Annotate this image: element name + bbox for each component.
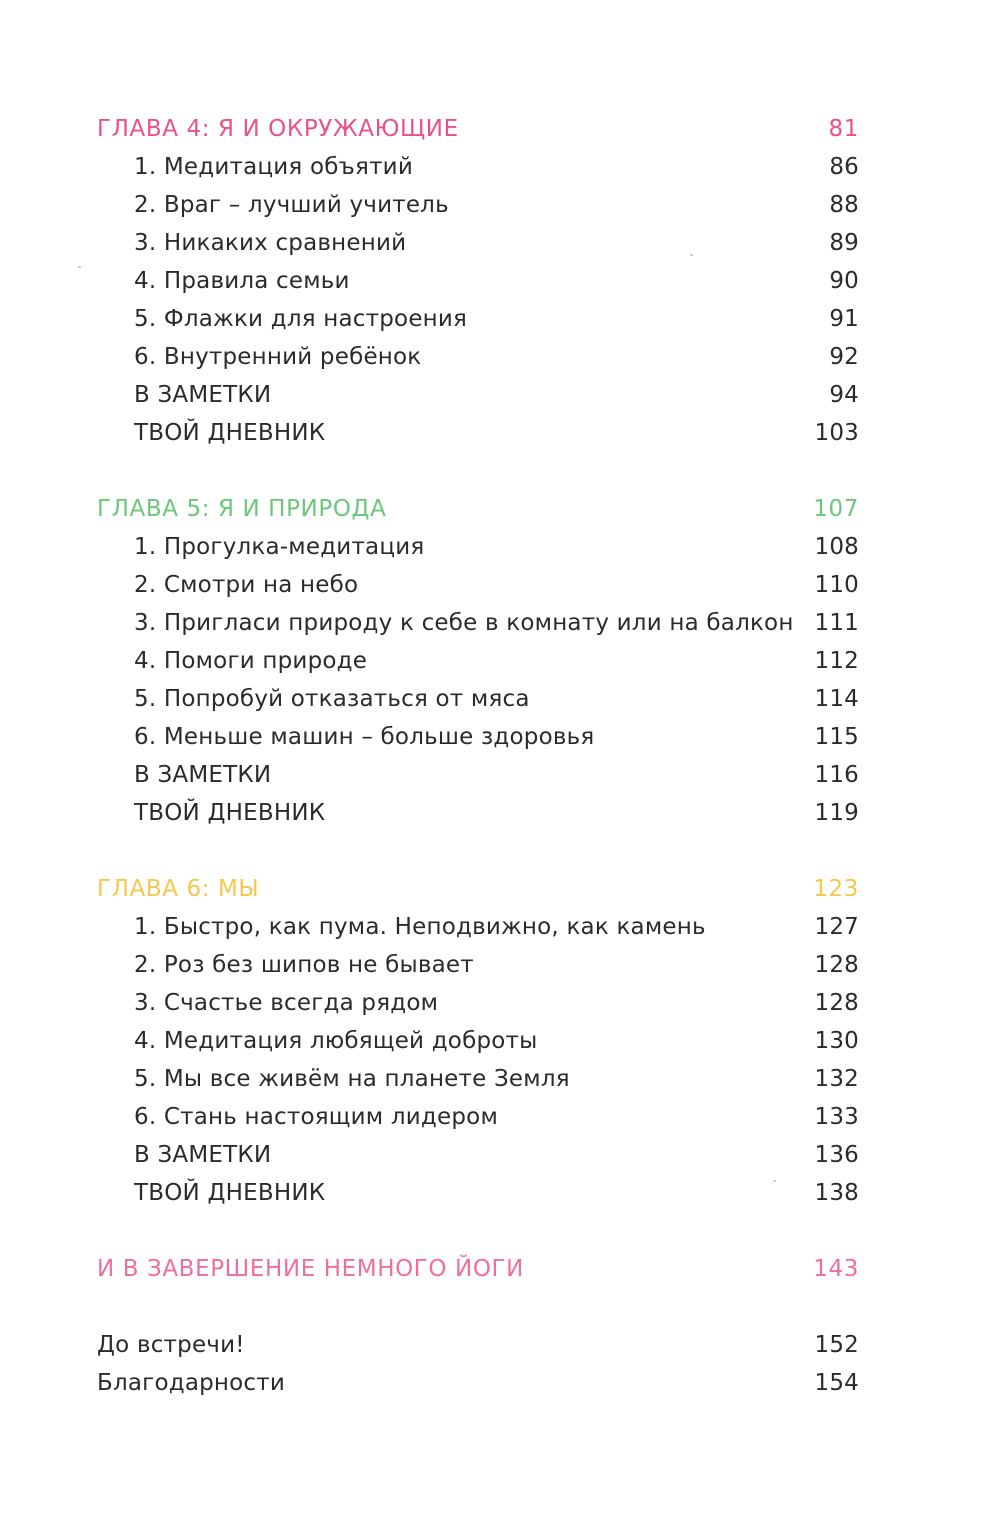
toc-entry[interactable] (97, 908, 859, 946)
toc-entry[interactable] (97, 946, 859, 984)
page-number: 112 (814, 648, 859, 674)
toc-entry[interactable] (97, 604, 859, 642)
toc-entry[interactable] (97, 1060, 859, 1098)
chapter-title: ГЛАВА 5: Я И ПРИРОДА (97, 496, 387, 522)
page-number: 119 (814, 800, 859, 826)
scan-speck (78, 266, 81, 268)
scan-speck (690, 254, 693, 256)
page-number: 143 (813, 1256, 859, 1282)
page-number: 130 (814, 1028, 859, 1054)
entry-title: 4. Медитация любящей доброты (134, 1028, 538, 1054)
page-number: 133 (814, 1104, 859, 1130)
entry-title: ТВОЙ ДНЕВНИК (134, 1180, 326, 1206)
page-number: 86 (829, 154, 859, 180)
entry-title: 1. Быстро, как пума. Неподвижно, как камень (134, 914, 706, 940)
entry-title: В ЗАМЕТКИ (134, 382, 272, 408)
table-of-contents (97, 110, 859, 1402)
toc-entry[interactable] (97, 262, 859, 300)
page-number: 132 (814, 1066, 859, 1092)
page-number: 115 (814, 724, 859, 750)
page-number: 127 (814, 914, 859, 940)
entry-title: 2. Враг – лучший учитель (134, 192, 449, 218)
toc-entry[interactable] (97, 186, 859, 224)
page-number: 107 (813, 496, 859, 522)
chapter-title: ГЛАВА 4: Я И ОКРУЖАЮЩИЕ (97, 116, 459, 142)
page-number: 114 (814, 686, 859, 712)
entry-title: 6. Внутренний ребёнок (134, 344, 422, 370)
entry-title: 2. Роз без шипов не бывает (134, 952, 474, 978)
page-number: 108 (814, 534, 859, 560)
entry-title: Благодарности (97, 1370, 286, 1396)
entry-title: 6. Меньше машин – больше здоровья (134, 724, 595, 750)
entry-title: 4. Правила семьи (134, 268, 350, 294)
section-spacer (97, 1212, 859, 1250)
chapter-title: ГЛАВА 6: МЫ (97, 876, 260, 902)
back-matter-entry[interactable] (97, 1326, 859, 1364)
page-number: 123 (813, 876, 859, 902)
toc-entry[interactable] (97, 984, 859, 1022)
toc-entry[interactable] (97, 794, 859, 832)
entry-title: В ЗАМЕТКИ (134, 1142, 272, 1168)
entry-title: 5. Мы все живём на планете Земля (134, 1066, 570, 1092)
page-number: 92 (829, 344, 859, 370)
toc-entry[interactable] (97, 1022, 859, 1060)
toc-entry[interactable] (97, 300, 859, 338)
entry-title: До встречи! (97, 1332, 245, 1358)
page-number: 90 (829, 268, 859, 294)
scan-speck (773, 1180, 776, 1182)
toc-entry[interactable] (97, 756, 859, 794)
page-number: 111 (814, 610, 859, 636)
page-number: 103 (814, 420, 859, 446)
toc-entry[interactable] (97, 528, 859, 566)
toc-entry[interactable] (97, 1136, 859, 1174)
page-number: 89 (829, 230, 859, 256)
page-number: 128 (814, 952, 859, 978)
section-spacer (97, 1288, 859, 1326)
toc-entry[interactable] (97, 642, 859, 680)
toc-entry[interactable] (97, 1098, 859, 1136)
page-number: 138 (814, 1180, 859, 1206)
entry-title: 6. Стань настоящим лидером (134, 1104, 498, 1130)
entry-title: 5. Флажки для настроения (134, 306, 468, 332)
toc-entry[interactable] (97, 566, 859, 604)
toc-entry[interactable] (97, 414, 859, 452)
toc-entry[interactable] (97, 338, 859, 376)
final-section-heading[interactable] (97, 1250, 859, 1288)
entry-title: 1. Прогулка-медитация (134, 534, 425, 560)
section-spacer (97, 832, 859, 870)
page-number: 136 (814, 1142, 859, 1168)
toc-entry[interactable] (97, 718, 859, 756)
toc-entry[interactable] (97, 1174, 859, 1212)
chapter-4-heading[interactable] (97, 110, 859, 148)
page-number: 116 (814, 762, 859, 788)
entry-title: 3. Никаких сравнений (134, 230, 407, 256)
chapter-6-heading[interactable] (97, 870, 859, 908)
chapter-title: И В ЗАВЕРШЕНИЕ НЕМНОГО ЙОГИ (97, 1256, 524, 1282)
page-number: 110 (814, 572, 859, 598)
chapter-5-heading[interactable] (97, 490, 859, 528)
entry-title: 1. Медитация объятий (134, 154, 413, 180)
page-number: 81 (828, 116, 859, 142)
toc-entry[interactable] (97, 224, 859, 262)
page-number: 154 (814, 1370, 859, 1396)
page-number: 88 (829, 192, 859, 218)
page-number: 91 (829, 306, 859, 332)
toc-entry[interactable] (97, 148, 859, 186)
section-spacer (97, 452, 859, 490)
back-matter-entry[interactable] (97, 1364, 859, 1402)
page-number: 128 (814, 990, 859, 1016)
entry-title: ТВОЙ ДНЕВНИК (134, 420, 326, 446)
entry-title: 3. Счастье всегда рядом (134, 990, 439, 1016)
page-number: 94 (829, 382, 859, 408)
entry-title: В ЗАМЕТКИ (134, 762, 272, 788)
entry-title: 4. Помоги природе (134, 648, 368, 674)
toc-entry[interactable] (97, 680, 859, 718)
entry-title: 5. Попробуй отказаться от мяса (134, 686, 530, 712)
page-number: 152 (814, 1332, 859, 1358)
toc-entry[interactable] (97, 376, 859, 414)
entry-title: 2. Смотри на небо (134, 572, 359, 598)
entry-title: 3. Пригласи природу к себе в комнату или на балкон (134, 610, 794, 636)
entry-title: ТВОЙ ДНЕВНИК (134, 800, 326, 826)
